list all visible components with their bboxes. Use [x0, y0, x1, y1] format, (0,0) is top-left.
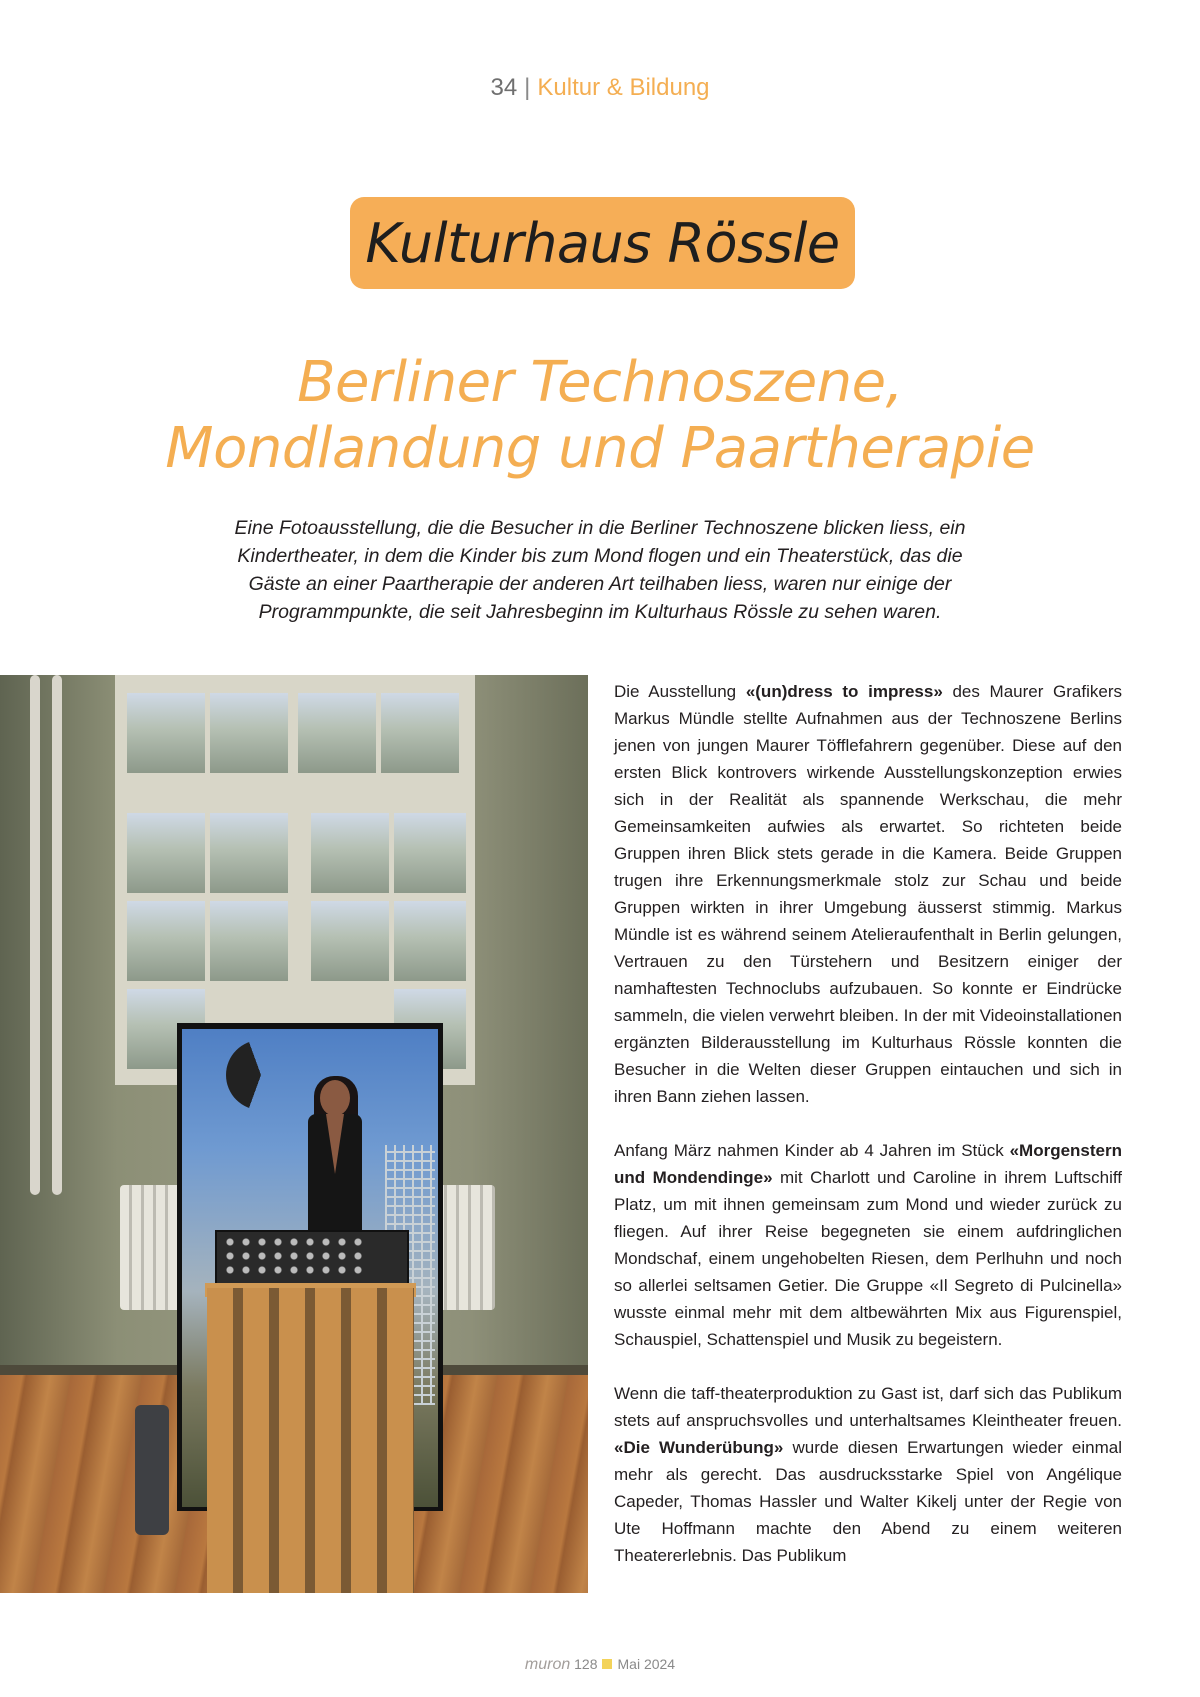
category-label-box [350, 197, 855, 289]
section-name: Kultur & Bildung [537, 74, 710, 101]
footer-square-icon [602, 1659, 612, 1669]
headline-line-1: Berliner Technoszene, [297, 350, 903, 415]
photo-pipe [52, 675, 62, 1195]
photo-speaker [135, 1405, 169, 1535]
page-footer [0, 1656, 1200, 1674]
photo-crate [207, 1288, 414, 1593]
play-title-1: «Morgenstern und Mondendinge» [614, 1141, 1122, 1187]
article-lead [150, 514, 1050, 626]
lead-line-4: Programmpunkte, die seit Jahresbeginn im Kulturhaus Rössle zu sehen waren. [258, 601, 942, 623]
play-title-2: «Die Wunderübung» [614, 1438, 784, 1457]
exhibition-photo [0, 675, 588, 1593]
lead-line-2: Kindertheater, in dem die Kinder bis zum Mond flogen und ein Theaterstück, das die [237, 545, 963, 567]
lead-line-1: Eine Fotoausstellung, die die Besucher in die Berliner Technoszene blicken liess, ein [234, 517, 966, 539]
header-separator: | [524, 74, 531, 101]
paragraph-3: Wenn die taff-theaterproduktion zu Gast ist, darf sich das Publikum stets auf anspruchsvolles und unterhaltsames Kleintheater freuen. «Die Wunderübung» wurde diesen Erwartungen wieder einmal mehr als gerecht. Das ausdrucksstarke Spiel von Angélique Capeder, Thomas Hassler und Walter Kikelj unter der Regie von Ute Hoffmann machte den Abend zu einem weiteren Theatererlebnis. Das Publikum [614, 1384, 1122, 1565]
article-body [614, 678, 1122, 1596]
photo-radiator [435, 1185, 495, 1310]
exhibition-title: «(un)dress to impress» [745, 682, 943, 701]
paragraph-2: Anfang März nahmen Kinder ab 4 Jahren im Stück «Morgenstern und Mondendinge» mit Charlott und Caroline in ihrem Luftschiff Platz, um mit ihnen gemeinsam zum Mond und wieder zurück zu fliegen. Auf ihrer Reise begegneten sie einem aufdringlichen Mondschaf, einem ungehobelten Riesen, dem Perlhuhn und noch so allerlei seltsamen Getier. Die Gruppe «Il Segreto di Pulcinella» wusste einmal mehr mit dem altbewährten Mix aus Figurenspiel, Schauspiel, Schattenspiel und Musik zu begeistern. [614, 1141, 1122, 1349]
photo-pipe [30, 675, 40, 1195]
article-headline [0, 350, 1200, 482]
page-number: 34 [490, 74, 518, 101]
issue-number: 128 [574, 1656, 598, 1672]
photo-fan [226, 1040, 296, 1110]
issue-date: Mai 2024 [617, 1656, 676, 1672]
paragraph-1: Die Ausstellung «(un)dress to impress» des Maurer Grafikers Markus Mündle stellte Aufnahmen aus der Technoszene Berlins jenen von jungen Maurer Töfflefahrern gegenüber. Diese auf den ersten Blick kontrovers wirkende Ausstellungskonzeption erwies sich in der Realität als spannende Werkschau, die mehr Gemeinsamkeiten aufwies als erwartet. So richteten beide Gruppen ihren Blick stets gerade in die Kamera. Beide Gruppen trugen ihre Erkennungsmerkmale stolz zur Schau und beide Gruppen wirkten in ihrer Umgebung äusserst stimmig. Markus Mündle ist es während seinem Atelieraufenthalt in Berlin gelungen, Vertrauen zu den Türstehern und Besitzern einiger der namhaftesten Technoclubs aufzubauen. So konnte er Eindrücke sammeln, die vielen verwehrt bleiben. In der mit Videoinstallationen ergänzten Bilderausstellung im Kulturhaus Rössle konnten die Besucher in die Welten dieser Gruppen eintauchen und sich in ihren Bann ziehen lassen. [614, 682, 1123, 1106]
page-header [0, 74, 1200, 102]
category-label: Kulturhaus Rössle [365, 211, 840, 275]
headline-line-2: Mondlandung und Paartherapie [165, 416, 1035, 481]
magazine-brand: muron [524, 1656, 571, 1673]
lead-line-3: Gäste an einer Paartherapie der anderen Art teilhaben liess, waren nur einige der [248, 573, 952, 595]
